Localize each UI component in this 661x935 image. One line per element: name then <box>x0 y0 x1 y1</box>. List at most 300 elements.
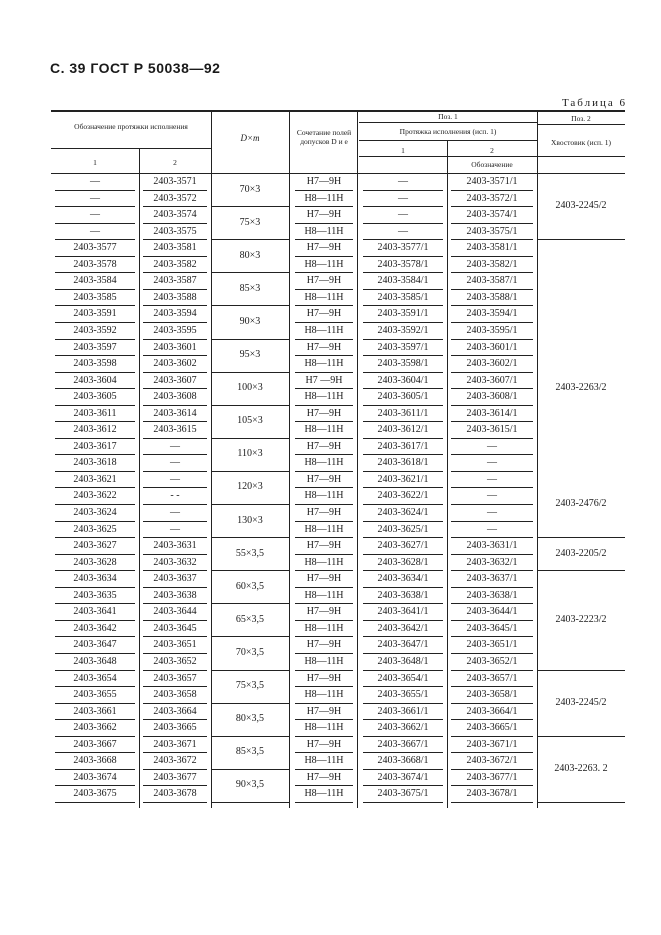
row-rule <box>55 570 135 571</box>
cell-tolerance: H8—11H <box>304 622 344 634</box>
row-rule <box>55 620 135 621</box>
row-rule <box>55 554 135 555</box>
row-rule <box>363 372 443 373</box>
cell-tolerance: H8—11H <box>304 655 344 667</box>
cell-tolerance: H7—9H <box>306 771 342 783</box>
cell-pos1-1: 2403-3598/1 <box>377 358 429 370</box>
cell-broach-1: 2403-3627 <box>73 540 117 552</box>
dxm-group-rule <box>211 703 289 704</box>
cell-pos1-1: 2403-3624/1 <box>377 507 429 518</box>
cell-pos1-2: 2403-3657/1 <box>466 672 518 684</box>
row-rule <box>451 190 533 191</box>
row-rule <box>55 504 135 505</box>
row-rule <box>55 521 135 522</box>
row-rule <box>363 769 443 770</box>
row-rule <box>143 206 207 207</box>
row-rule <box>55 256 135 257</box>
cell-broach-2: 2403-3602 <box>153 358 197 370</box>
cell-dxm: 60×3,5 <box>235 580 265 592</box>
row-rule <box>363 405 443 406</box>
row-rule <box>363 570 443 571</box>
cell-pos1-1: 2403-3617/1 <box>377 440 429 452</box>
dxm-group-rule <box>211 670 289 671</box>
row-rule <box>143 305 207 306</box>
row-rule <box>451 305 533 306</box>
cell-tolerance: H7—9H <box>306 176 342 187</box>
cell-pos1-1: 2403-3674/1 <box>377 771 429 783</box>
cell-broach-2: 2403-3572 <box>153 192 197 204</box>
shank-group-rule <box>537 670 625 671</box>
row-rule <box>55 305 135 306</box>
cell-pos1-2: 2403-3595/1 <box>466 324 518 336</box>
row-rule <box>451 636 533 637</box>
cell-broach-2: 2403-3665 <box>153 722 197 734</box>
cell-broach-2: 2403-3672 <box>153 755 197 767</box>
row-rule <box>143 769 207 770</box>
cell-pos1-2: 2403-3571/1 <box>466 176 518 187</box>
cell-pos1-2: 2403-3644/1 <box>466 606 518 618</box>
cell-broach-1: 2403-3661 <box>73 705 117 717</box>
row-rule <box>55 388 135 389</box>
row-rule <box>143 438 207 439</box>
row-rule <box>295 272 353 273</box>
cell-broach-2: 2403-3671 <box>153 738 197 750</box>
cell-tolerance: H8—11H <box>304 589 344 601</box>
cell-dxm: 70×3 <box>239 183 261 195</box>
row-rule <box>451 603 533 604</box>
cell-dxm: 80×3,5 <box>235 713 265 725</box>
row-rule <box>363 223 443 224</box>
header-bottom-rule <box>51 173 625 174</box>
row-rule <box>451 355 533 356</box>
cell-tolerance: H8—11H <box>304 490 344 502</box>
shank-group-rule <box>537 239 625 240</box>
cell-pos1-2: — <box>487 507 497 518</box>
row-rule <box>143 322 207 323</box>
shank-group-rule <box>537 802 625 803</box>
row-rule <box>143 388 207 389</box>
dxm-group-rule <box>211 802 289 803</box>
cell-broach-2: 2403-3574 <box>153 209 197 221</box>
cell-pos1-2: 2403-3602/1 <box>466 358 518 370</box>
cell-pos1-2: 2403-3572/1 <box>466 192 518 204</box>
cell-pos1-2: 2403-3601/1 <box>466 341 518 353</box>
dxm-group-rule <box>211 769 289 770</box>
row-rule <box>363 272 443 273</box>
row-rule <box>143 504 207 505</box>
row-rule <box>363 686 443 687</box>
row-rule <box>143 487 207 488</box>
cell-broach-2: - - <box>170 490 180 502</box>
cell-tolerance: H8—11H <box>304 291 344 303</box>
shank-group-rule <box>537 736 625 737</box>
cell-pos1-1: 2403-3585/1 <box>377 291 429 303</box>
cell-broach-1: 2403-3612 <box>73 424 117 436</box>
cell-broach-2: — <box>170 440 180 452</box>
row-rule <box>143 339 207 340</box>
row-rule <box>451 487 533 488</box>
row-rule <box>143 554 207 555</box>
cell-broach-1: 2403-3591 <box>73 308 117 320</box>
dxm-group-rule <box>211 339 289 340</box>
dxm-group-rule <box>211 471 289 472</box>
row-rule <box>295 736 353 737</box>
header-tolerance: Сочетание полей допусков D и e <box>296 128 352 146</box>
cell-broach-1: — <box>90 176 100 187</box>
cell-broach-1: 2403-3577 <box>73 242 117 254</box>
row-rule <box>363 438 443 439</box>
cell-pos1-1: 2403-3592/1 <box>377 324 429 336</box>
row-rule <box>295 438 353 439</box>
header-pos2: Поз. 2 <box>571 114 591 123</box>
row-rule <box>55 372 135 373</box>
cell-broach-1: 2403-3662 <box>73 722 117 734</box>
row-rule <box>451 570 533 571</box>
row-rule <box>451 339 533 340</box>
row-rule <box>55 703 135 704</box>
cell-broach-2: 2403-3582 <box>153 258 197 270</box>
row-rule <box>451 256 533 257</box>
row-rule <box>451 223 533 224</box>
cell-pos1-1: 2403-3628/1 <box>377 556 429 568</box>
row-rule <box>143 223 207 224</box>
cell-pos1-1: 2403-3584/1 <box>377 275 429 287</box>
cell-pos1-1: 2403-3647/1 <box>377 639 429 651</box>
row-rule <box>451 620 533 621</box>
row-rule <box>143 785 207 786</box>
cell-pos1-2: — <box>487 473 497 485</box>
row-rule <box>143 471 207 472</box>
row-rule <box>143 802 207 803</box>
cell-tolerance: H8—11H <box>304 258 344 270</box>
cell-tolerance: H7—9H <box>306 738 342 750</box>
cell-pos1-1: 2403-3618/1 <box>377 457 429 469</box>
cell-pos1-1: 2403-3675/1 <box>377 788 429 800</box>
cell-tolerance: H7—9H <box>306 573 342 585</box>
row-rule <box>363 719 443 720</box>
row-rule <box>363 736 443 737</box>
cell-pos1-1: 2403-3655/1 <box>377 689 429 701</box>
row-rule <box>143 736 207 737</box>
row-rule <box>295 570 353 571</box>
row-rule <box>143 289 207 290</box>
row-rule <box>295 504 353 505</box>
row-rule <box>295 785 353 786</box>
header-sub-1: 1 <box>93 158 97 167</box>
cell-pos1-1: 2403-3578/1 <box>377 258 429 270</box>
row-rule <box>55 802 135 803</box>
row-rule <box>295 223 353 224</box>
row-rule <box>363 521 443 522</box>
cell-pos1-2: — <box>487 523 497 535</box>
cell-tolerance: H8—11H <box>304 457 344 469</box>
row-rule <box>363 554 443 555</box>
cell-pos1-2: — <box>487 490 497 502</box>
cell-pos1-2: 2403-3587/1 <box>466 275 518 287</box>
cell-broach-2: 2403-3638 <box>153 589 197 601</box>
row-rule <box>55 736 135 737</box>
row-rule <box>451 703 533 704</box>
cell-dxm: 100×3 <box>237 382 263 394</box>
specification-table <box>51 110 625 836</box>
cell-pos1-2: 2403-3575/1 <box>466 225 518 237</box>
cell-pos1-2: 2403-3638/1 <box>466 589 518 601</box>
row-rule <box>451 289 533 290</box>
row-rule <box>451 471 533 472</box>
cell-broach-2: 2403-3607 <box>153 374 197 386</box>
dxm-group-rule <box>211 570 289 571</box>
cell-broach-1: 2403-3625 <box>73 523 117 535</box>
cell-broach-2: 2403-3594 <box>153 308 197 320</box>
cell-broach-1: — <box>90 209 100 221</box>
table-label: Таблица 6 <box>561 97 627 109</box>
cell-dxm: 110×3 <box>237 448 263 460</box>
cell-tolerance: H8—11H <box>304 788 344 800</box>
row-rule <box>363 339 443 340</box>
cell-pos1-1: 2403-3642/1 <box>377 622 429 634</box>
row-rule <box>295 239 353 240</box>
cell-pos1-1: 2403-3648/1 <box>377 655 429 667</box>
cell-broach-1: 2403-3622 <box>73 490 117 502</box>
cell-broach-2: 2403-3614 <box>153 407 197 419</box>
column-divider <box>357 110 358 808</box>
cell-dxm: 75×3,5 <box>235 680 265 692</box>
cell-pos1-2: 2403-3574/1 <box>466 209 518 221</box>
cell-pos1-1: 2403-3597/1 <box>377 341 429 353</box>
shank-group-rule <box>537 537 625 538</box>
header-dxm: D×m <box>240 133 260 143</box>
header-pos1: Поз. 1 <box>438 112 458 121</box>
header-sub-rule <box>51 148 211 149</box>
row-rule <box>143 636 207 637</box>
cell-broach-1: 2403-3578 <box>73 258 117 270</box>
cell-broach-2: 2403-3637 <box>153 573 197 585</box>
header-pos1-rule <box>359 122 537 123</box>
row-rule <box>451 670 533 671</box>
row-rule <box>451 769 533 770</box>
cell-pos1-1: 2403-3622/1 <box>377 490 429 502</box>
cell-dxm: 70×3,5 <box>235 646 265 658</box>
row-rule <box>143 620 207 621</box>
row-rule <box>143 190 207 191</box>
row-rule <box>295 471 353 472</box>
row-rule <box>55 719 135 720</box>
row-rule <box>143 421 207 422</box>
cell-tolerance: H8—11H <box>304 424 344 436</box>
cell-pos1-2: 2403-3631/1 <box>466 540 518 552</box>
cell-tolerance: H7—9H <box>306 639 342 651</box>
row-rule <box>451 388 533 389</box>
row-rule <box>295 190 353 191</box>
row-rule <box>295 305 353 306</box>
dxm-group-rule <box>211 405 289 406</box>
row-rule <box>55 752 135 753</box>
cell-broach-2: 2403-3664 <box>153 705 197 717</box>
cell-tolerance: H8—11H <box>304 391 344 403</box>
row-rule <box>55 421 135 422</box>
cell-broach-2: 2403-3587 <box>153 275 197 287</box>
cell-broach-2: 2403-3677 <box>153 771 197 783</box>
row-rule <box>451 504 533 505</box>
header-pos1-col2: 2 <box>490 146 494 155</box>
row-rule <box>451 653 533 654</box>
row-rule <box>363 388 443 389</box>
row-rule <box>55 239 135 240</box>
row-rule <box>55 653 135 654</box>
cell-broach-1: 2403-3647 <box>73 639 117 651</box>
row-rule <box>363 703 443 704</box>
dxm-group-rule <box>211 272 289 273</box>
row-rule <box>363 206 443 207</box>
dxm-group-rule <box>211 636 289 637</box>
header-pos1-sub: Протяжка исполнения (исп. 1) <box>399 127 497 136</box>
cell-pos1-2: 2403-3658/1 <box>466 689 518 701</box>
row-rule <box>143 570 207 571</box>
cell-broach-2: 2403-3571 <box>153 176 197 187</box>
row-rule <box>143 603 207 604</box>
cell-tolerance: H7—9H <box>306 440 342 452</box>
row-rule <box>55 438 135 439</box>
row-rule <box>295 322 353 323</box>
row-rule <box>143 719 207 720</box>
row-rule <box>55 272 135 273</box>
row-rule <box>363 190 443 191</box>
cell-tolerance: H7—9H <box>306 407 342 419</box>
cell-tolerance: H7—9H <box>306 705 342 717</box>
cell-shank: 2403-2245/2 <box>555 200 607 212</box>
cell-shank: 2403-2245/2 <box>555 696 607 708</box>
row-rule <box>55 785 135 786</box>
cell-pos1-1: 2403-3604/1 <box>377 374 429 386</box>
cell-pos1-2: 2403-3615/1 <box>466 424 518 436</box>
row-rule <box>451 752 533 753</box>
cell-pos1-2: 2403-3608/1 <box>466 391 518 403</box>
row-rule <box>295 554 353 555</box>
cell-pos1-2: 2403-3671/1 <box>466 738 518 750</box>
row-rule <box>451 554 533 555</box>
row-rule <box>143 686 207 687</box>
cell-pos1-2: 2403-3588/1 <box>466 291 518 303</box>
row-rule <box>295 769 353 770</box>
cell-broach-1: 2403-3584 <box>73 275 117 287</box>
header-pos1-sub-rule <box>359 140 537 141</box>
cell-pos1-1: 2403-3621/1 <box>377 473 429 485</box>
row-rule <box>295 421 353 422</box>
row-rule <box>451 587 533 588</box>
row-rule <box>143 587 207 588</box>
cell-broach-2: 2403-3581 <box>153 242 197 254</box>
row-rule <box>295 719 353 720</box>
cell-pos1-2: 2403-3651/1 <box>466 639 518 651</box>
dxm-group-rule <box>211 372 289 373</box>
cell-broach-2: — <box>170 457 180 469</box>
cell-pos1-1: 2403-3627/1 <box>377 540 429 552</box>
row-rule <box>363 487 443 488</box>
cell-broach-1: 2403-3641 <box>73 606 117 618</box>
cell-pos1-1: 2403-3661/1 <box>377 705 429 717</box>
cell-tolerance: H8—11H <box>304 722 344 734</box>
row-rule <box>143 653 207 654</box>
cell-shank: 2403-2263/2 <box>555 382 607 394</box>
cell-broach-2: 2403-3652 <box>153 655 197 667</box>
row-rule <box>295 636 353 637</box>
table-top-rule <box>51 110 625 112</box>
row-rule <box>363 785 443 786</box>
row-rule <box>143 537 207 538</box>
row-rule <box>451 322 533 323</box>
row-rule <box>55 206 135 207</box>
row-rule <box>295 405 353 406</box>
cell-tolerance: H7 —9H <box>305 374 343 386</box>
cell-pos1-1: 2403-3641/1 <box>377 606 429 618</box>
cell-dxm: 95×3 <box>239 349 261 361</box>
row-rule <box>55 289 135 290</box>
cell-broach-2: — <box>170 473 180 485</box>
row-rule <box>295 620 353 621</box>
cell-pos1-1: 2403-3667/1 <box>377 738 429 750</box>
header-pos2-rule <box>537 124 625 125</box>
cell-pos1-1: — <box>398 225 408 237</box>
row-rule <box>451 239 533 240</box>
dxm-group-rule <box>211 537 289 538</box>
row-rule <box>451 454 533 455</box>
dxm-group-rule <box>211 504 289 505</box>
dxm-group-rule <box>211 438 289 439</box>
cell-pos1-2: 2403-3672/1 <box>466 755 518 767</box>
cell-broach-1: 2403-3634 <box>73 573 117 585</box>
row-rule <box>295 388 353 389</box>
cell-pos1-1: 2403-3654/1 <box>377 672 429 684</box>
row-rule <box>363 636 443 637</box>
row-rule <box>143 256 207 257</box>
header-pos1-col1: 1 <box>401 146 405 155</box>
cell-dxm: 55×3,5 <box>235 547 265 559</box>
row-rule <box>55 587 135 588</box>
row-rule <box>55 471 135 472</box>
header-sub-2: 2 <box>173 158 177 167</box>
row-rule <box>55 355 135 356</box>
row-rule <box>451 405 533 406</box>
cell-broach-2: 2403-3595 <box>153 324 197 336</box>
row-rule <box>55 670 135 671</box>
cell-broach-1: 2403-3585 <box>73 291 117 303</box>
header-broach-designation: Обозначение протяжки исполнения <box>74 122 188 131</box>
cell-pos1-1: 2403-3577/1 <box>377 242 429 254</box>
row-rule <box>55 322 135 323</box>
cell-broach-1: 2403-3617 <box>73 440 117 452</box>
row-rule <box>451 537 533 538</box>
cell-broach-1: 2403-3635 <box>73 589 117 601</box>
cell-pos1-1: 2403-3668/1 <box>377 755 429 767</box>
cell-pos1-2: 2403-3607/1 <box>466 374 518 386</box>
cell-pos1-2: 2403-3665/1 <box>466 722 518 734</box>
cell-broach-1: 2403-3611 <box>73 407 117 419</box>
row-rule <box>55 223 135 224</box>
cell-pos1-1: — <box>398 176 408 187</box>
cell-broach-2: 2403-3657 <box>153 672 197 684</box>
dxm-group-rule <box>211 736 289 737</box>
cell-dxm: 80×3 <box>239 249 261 261</box>
row-rule <box>295 339 353 340</box>
row-rule <box>295 703 353 704</box>
cell-broach-2: 2403-3601 <box>153 341 197 353</box>
page-header: С. 39 ГОСТ Р 50038—92 <box>50 60 221 76</box>
row-rule <box>295 454 353 455</box>
row-rule <box>295 289 353 290</box>
cell-pos1-2: 2403-3677/1 <box>466 771 518 783</box>
cell-tolerance: H7—9H <box>306 242 342 254</box>
cell-broach-1: 2403-3592 <box>73 324 117 336</box>
